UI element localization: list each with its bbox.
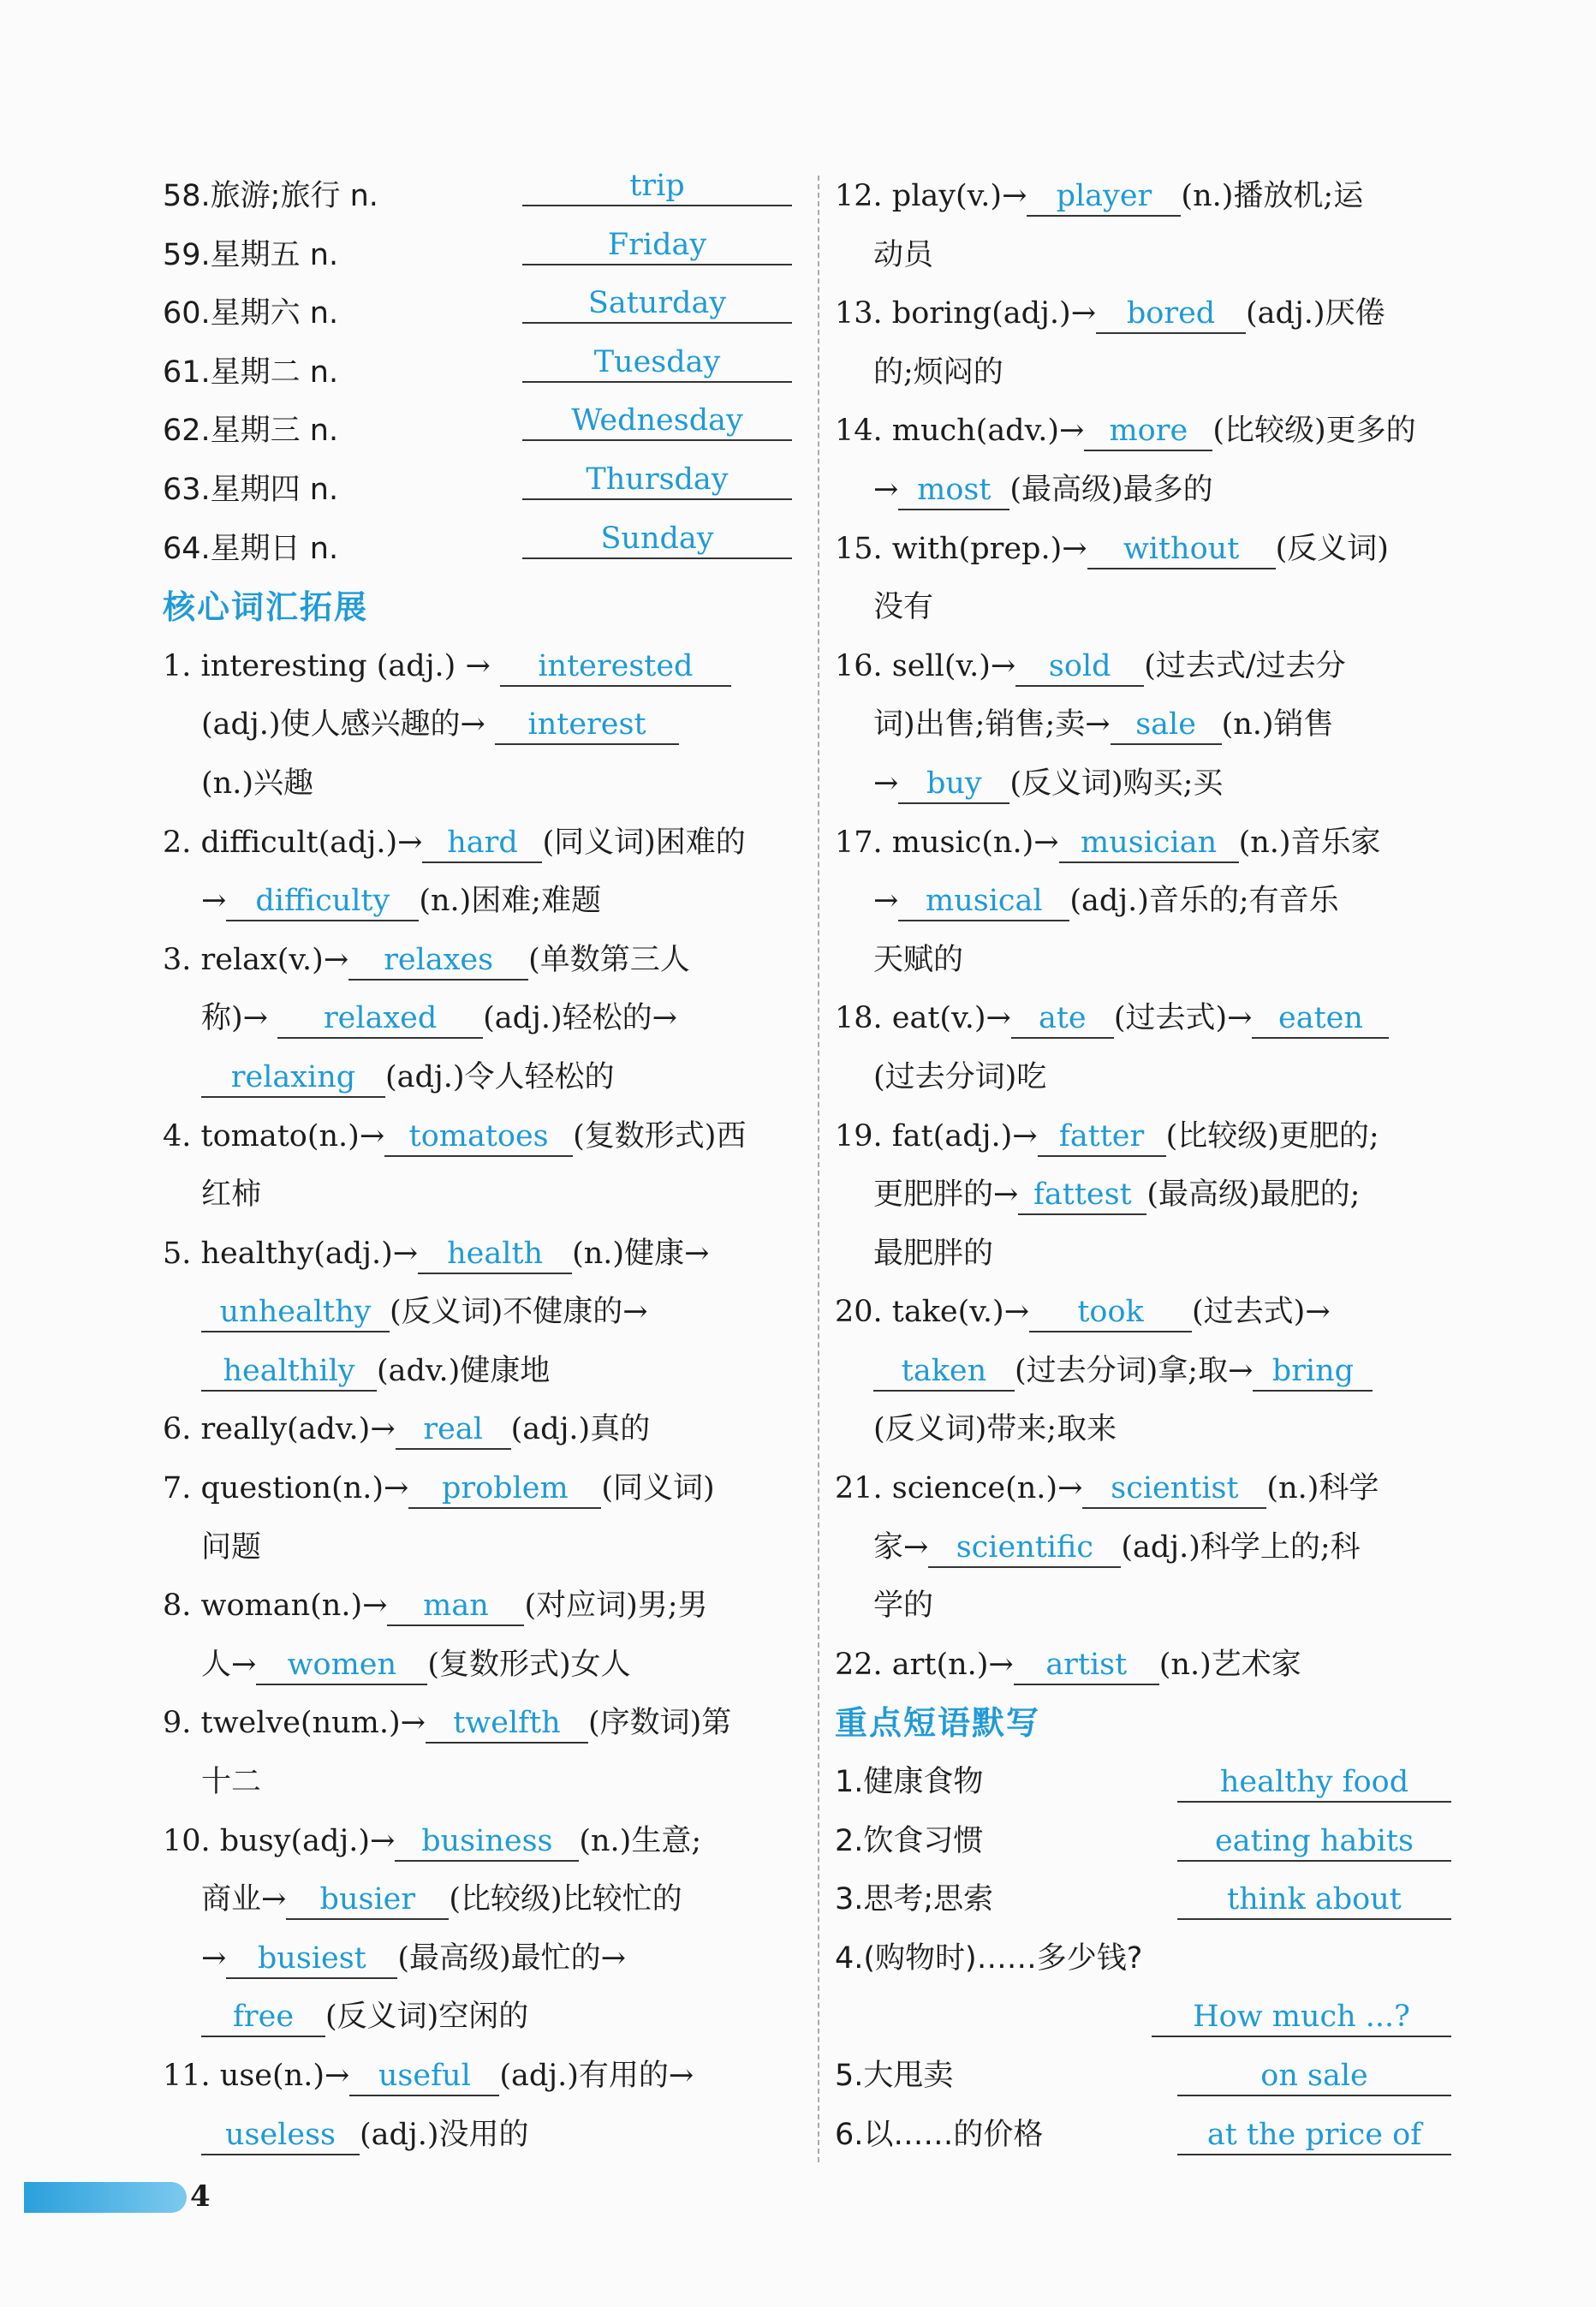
core-item-13: [835, 284, 1473, 343]
item-text: (adj.)轻松的→: [483, 1001, 678, 1036]
item-text: 4. tomato(n.)→: [163, 1118, 385, 1154]
core-item-8: [163, 1577, 792, 1636]
vocab-item-60: [163, 284, 792, 343]
item-text: (n.)兴趣: [201, 766, 313, 801]
core-item-1: [163, 637, 792, 696]
item-text: (序数词)第: [587, 1706, 732, 1741]
section-title-core-vocab: 核心词汇拓展: [163, 588, 369, 627]
item-text: 最肥胖的: [873, 1236, 994, 1271]
item-text: (比较级)更肥的;: [1165, 1118, 1379, 1154]
question-text: 58.旅游;旅行 n.: [163, 179, 378, 213]
item-text: (过去分词)吃: [873, 1059, 1047, 1094]
item-text: (同义词)困难的: [542, 825, 746, 860]
core-item-16-line3: [835, 754, 1473, 814]
item-text: (adv.)健康地: [377, 1353, 551, 1388]
core-item-16-line2: [835, 695, 1473, 754]
item-text: 3. relax(v.)→: [163, 942, 349, 977]
core-item-19-line3: [835, 1225, 1473, 1284]
answer-blank[interactable]: bored: [1096, 295, 1246, 334]
item-text: (adj.)有用的→: [499, 2059, 694, 2093]
question-text: 62.星期三 n.: [163, 414, 339, 449]
item-text: 22. art(n.)→: [835, 1647, 1014, 1682]
item-text: (反义词)不健康的→: [390, 1295, 648, 1330]
core-item-12: [835, 167, 1473, 226]
core-item-20-line3: [835, 1400, 1473, 1459]
phrase-item-3: [835, 1870, 1473, 1929]
answer-blank[interactable]: Thursday: [522, 461, 792, 500]
answer-blank[interactable]: on sale: [1177, 2057, 1451, 2096]
vocab-item-63: [163, 461, 792, 520]
item-text: (adj.)使人感兴趣的→: [201, 707, 485, 742]
item-text: 红柿: [201, 1177, 262, 1213]
answer-blank[interactable]: more: [1084, 412, 1212, 451]
answer-blank[interactable]: Wednesday: [522, 402, 792, 441]
answer-blank[interactable]: free: [201, 1998, 325, 2037]
question-text: 4.(购物时)……多少钱?: [835, 1940, 1143, 1976]
page-number: 4: [190, 2179, 211, 2214]
core-item-16: [835, 637, 1473, 696]
answer-blank[interactable]: How much ...?: [1152, 1998, 1451, 2037]
core-item-2: [163, 814, 792, 873]
vocab-item-64: [163, 520, 792, 579]
item-text: 19. fat(adj.)→: [835, 1118, 1038, 1154]
item-text: 11. use(n.)→: [163, 2059, 350, 2093]
question-text: 59.星期五 n.: [163, 237, 339, 272]
item-text: (n.)健康→: [572, 1236, 710, 1271]
phrase-item-4-answer-line: [835, 1988, 1473, 2047]
vocab-item-59: [163, 226, 792, 285]
core-item-6: [163, 1400, 792, 1459]
item-text: 词)出售;销售;卖→: [873, 707, 1111, 742]
item-text: 没有: [873, 590, 934, 625]
answer-blank[interactable]: trip: [522, 167, 792, 206]
item-text: 十二: [201, 1765, 262, 1800]
answer-blank[interactable]: without: [1087, 530, 1276, 569]
phrase-item-4: [835, 1929, 1473, 1988]
left-column: [163, 167, 792, 2164]
item-text: 20. take(v.)→: [835, 1295, 1030, 1330]
answer-blank[interactable]: fattest: [1018, 1176, 1146, 1215]
item-text: (最高级)最肥的;: [1146, 1177, 1361, 1213]
core-item-13-line2: [835, 343, 1473, 402]
core-item-18: [835, 989, 1473, 1048]
phrase-item-2: [835, 1812, 1473, 1871]
item-text: 称)→: [201, 1001, 268, 1036]
answer-blank[interactable]: women: [256, 1646, 427, 1685]
answer-blank[interactable]: healthy food: [1177, 1763, 1451, 1803]
column-divider: [818, 176, 819, 2162]
item-text: (最高级)最忙的→: [397, 1940, 626, 1976]
item-text: (n.)音乐家: [1238, 825, 1381, 860]
vocab-list: [163, 167, 792, 578]
item-text: (反义词)购买;买: [1009, 766, 1224, 801]
core-item-9-line2: [163, 1753, 792, 1812]
core-item-5: [163, 1225, 792, 1284]
question-text: 61.星期二 n.: [163, 355, 339, 390]
core-item-3-line2: [163, 989, 792, 1048]
core-item-17-line3: [835, 931, 1473, 990]
item-text: (adj.)厌倦: [1246, 296, 1385, 331]
answer-blank[interactable]: Sunday: [522, 520, 792, 559]
core-item-18-line2: [835, 1048, 1473, 1107]
item-text: 1. interesting (adj.) →: [163, 648, 491, 683]
item-text: (对应词)男;男: [524, 1589, 708, 1624]
item-text: (比较级)比较忙的: [449, 1882, 682, 1917]
right-column: [835, 167, 1473, 2164]
question-text: 2.饮食习惯: [835, 1823, 984, 1858]
item-text: (复数形式)西: [573, 1118, 747, 1154]
item-text: (过去式/过去分: [1144, 648, 1346, 683]
item-text: 14. much(adv.)→: [835, 414, 1085, 449]
core-item-7: [163, 1459, 792, 1518]
core-item-20: [835, 1283, 1473, 1342]
item-text: 10. busy(adj.)→: [163, 1823, 396, 1858]
answer-blank[interactable]: player: [1027, 177, 1181, 217]
core-item-3: [163, 931, 792, 990]
question-text: 64.星期日 n.: [163, 531, 339, 566]
arrow-text: →: [873, 472, 899, 507]
core-item-1-line3: [163, 754, 792, 814]
item-text: (n.)生意;: [579, 1823, 702, 1858]
answer-blank[interactable]: Saturday: [522, 284, 792, 324]
answer-blank[interactable]: at the price of: [1177, 2116, 1451, 2155]
section-title-key-phrases: 重点短语默写: [835, 1704, 1041, 1743]
core-item-10: [163, 1812, 792, 1871]
item-text: 17. music(n.)→: [835, 825, 1059, 860]
core-item-2-line2: [163, 872, 792, 931]
answer-blank[interactable]: health: [418, 1235, 572, 1274]
core-item-14: [835, 402, 1473, 461]
question-text: 60.星期六 n.: [163, 296, 339, 331]
answer-blank[interactable]: scientific: [928, 1529, 1121, 1568]
answer-blank[interactable]: man: [387, 1587, 524, 1626]
question-text: 1.健康食物: [835, 1765, 984, 1800]
item-text: 18. eat(v.)→: [835, 1001, 1011, 1036]
item-text: (复数形式)女人: [427, 1647, 631, 1682]
vocab-item-61: [163, 343, 792, 402]
answer-blank[interactable]: musical: [898, 882, 1069, 921]
item-text: 21. science(n.)→: [835, 1471, 1083, 1506]
item-text: (n.)困难;难题: [419, 884, 602, 919]
answer-blank[interactable]: busiest: [226, 1940, 397, 1979]
core-item-21-line2: [835, 1518, 1473, 1577]
arrow-text: →: [873, 766, 899, 801]
core-item-15-line2: [835, 578, 1473, 637]
question-text: 5.大甩卖: [835, 2059, 954, 2093]
core-item-21-line3: [835, 1577, 1473, 1636]
answer-blank[interactable]: buy: [898, 765, 1009, 804]
answer-blank[interactable]: real: [396, 1410, 511, 1450]
answer-blank[interactable]: Friday: [522, 226, 792, 265]
item-text: (adj.)音乐的;有音乐: [1069, 884, 1339, 919]
answer-blank[interactable]: hard: [422, 824, 542, 863]
arrow-text: →: [201, 1940, 227, 1976]
core-item-21: [835, 1459, 1473, 1518]
item-text: (反义词)空闲的: [325, 2000, 529, 2035]
phrase-item-5: [835, 2047, 1473, 2106]
item-text: (过去式)→: [1113, 1001, 1253, 1036]
answer-blank[interactable]: sale: [1111, 706, 1222, 745]
question-text: 63.星期四 n.: [163, 472, 339, 507]
answer-blank[interactable]: twelfth: [426, 1704, 588, 1744]
item-text: 人→: [201, 1647, 257, 1682]
answer-blank[interactable]: eating habits: [1177, 1822, 1451, 1862]
item-text: (最高级)最多的: [1009, 472, 1213, 507]
item-text: 更肥胖的→: [873, 1177, 1019, 1213]
answer-blank[interactable]: sold: [1015, 647, 1144, 687]
answer-blank[interactable]: bring: [1253, 1352, 1373, 1392]
core-item-5-line3: [163, 1342, 792, 1401]
answer-blank[interactable]: taken: [873, 1352, 1015, 1392]
answer-blank[interactable]: business: [395, 1822, 579, 1862]
core-item-22: [835, 1636, 1473, 1695]
answer-blank[interactable]: musician: [1059, 824, 1239, 863]
item-text: 7. question(n.)→: [163, 1471, 409, 1506]
answer-blank[interactable]: busier: [286, 1881, 449, 1920]
item-text: 动员: [873, 237, 934, 272]
answer-blank[interactable]: useful: [349, 2057, 499, 2096]
item-text: (n.)科学: [1266, 1471, 1379, 1506]
item-text: 2. difficult(adj.)→: [163, 825, 423, 860]
core-item-3-line3: [163, 1048, 792, 1107]
question-text: 3.思考;思索: [835, 1882, 994, 1917]
phrase-item-1: [835, 1753, 1473, 1812]
core-item-9: [163, 1694, 792, 1753]
core-item-8-line2: [163, 1636, 792, 1695]
answer-blank[interactable]: problem: [408, 1469, 601, 1509]
item-text: 的;烦闷的: [873, 355, 1003, 390]
item-text: (adj.)真的: [510, 1412, 651, 1447]
item-text: 问题: [201, 1529, 262, 1565]
answer-blank[interactable]: tomatoes: [384, 1118, 573, 1157]
answer-blank[interactable]: interest: [495, 706, 679, 745]
answer-blank[interactable]: think about: [1177, 1881, 1451, 1920]
item-text: 5. healthy(adj.)→: [163, 1236, 419, 1271]
item-text: (n.)艺术家: [1158, 1647, 1301, 1682]
answer-blank[interactable]: useless: [201, 2116, 360, 2155]
item-text: (adj.)令人轻松的: [385, 1059, 615, 1094]
answer-blank[interactable]: scientist: [1082, 1469, 1266, 1509]
item-text: (同义词): [601, 1471, 715, 1506]
core-item-4-line2: [163, 1165, 792, 1225]
item-text: 商业→: [201, 1882, 287, 1917]
answer-blank[interactable]: Tuesday: [522, 343, 792, 383]
footer-color-bar: [24, 2182, 187, 2213]
vocab-item-62: [163, 402, 792, 461]
item-text: 15. with(prep.)→: [835, 531, 1087, 566]
item-text: 8. woman(n.)→: [163, 1589, 388, 1624]
item-text: (adj.)没用的: [360, 2117, 529, 2152]
core-item-19-line2: [835, 1165, 1473, 1225]
answer-blank[interactable]: ate: [1011, 999, 1114, 1039]
item-text: (adj.)科学上的;科: [1121, 1529, 1361, 1565]
vocab-item-58: [163, 167, 792, 226]
core-item-10-line3: [163, 1929, 792, 1988]
core-item-17-line2: [835, 872, 1473, 931]
phrase-item-6: [835, 2106, 1473, 2165]
core-item-1-line2: [163, 695, 792, 754]
answer-blank[interactable]: relaxes: [348, 941, 528, 981]
core-item-11-line2: [163, 2106, 792, 2165]
answer-blank[interactable]: artist: [1014, 1646, 1159, 1685]
item-text: 6. really(adv.)→: [163, 1412, 396, 1447]
core-item-10-line2: [163, 1870, 792, 1929]
item-text: 9. twelve(num.)→: [163, 1706, 426, 1741]
item-text: (单数第三人: [528, 942, 690, 977]
item-text: 16. sell(v.)→: [835, 648, 1016, 683]
core-item-11: [163, 2047, 792, 2106]
item-text: 学的: [873, 1589, 934, 1624]
answer-blank[interactable]: relaxed: [277, 999, 483, 1039]
item-text: (n.)播放机;运: [1181, 179, 1364, 213]
core-item-10-line4: [163, 1988, 792, 2047]
item-text: (反义词): [1275, 531, 1389, 566]
item-text: (反义词)带来;取来: [873, 1412, 1117, 1447]
item-text: 天赋的: [873, 942, 964, 977]
item-text: (n.)销售: [1221, 707, 1334, 742]
answer-blank[interactable]: most: [898, 471, 1009, 510]
answer-blank[interactable]: interested: [500, 647, 731, 687]
core-item-15: [835, 520, 1473, 579]
core-item-17: [835, 814, 1473, 873]
item-text: (比较级)更多的: [1212, 414, 1416, 449]
arrow-text: →: [201, 884, 227, 919]
arrow-text: →: [873, 884, 899, 919]
item-text: (过去分词)拿;取→: [1015, 1353, 1254, 1388]
answer-blank[interactable]: eaten: [1252, 999, 1389, 1039]
answer-blank[interactable]: unhealthy: [201, 1293, 390, 1332]
core-item-7-line2: [163, 1518, 792, 1577]
item-text: 13. boring(adj.)→: [835, 296, 1097, 331]
core-item-12-line2: [835, 226, 1473, 285]
item-text: (过去式)→: [1192, 1295, 1331, 1330]
core-item-5-line2: [163, 1283, 792, 1342]
core-item-19: [835, 1107, 1473, 1166]
item-text: 家→: [873, 1529, 929, 1565]
answer-blank[interactable]: took: [1029, 1293, 1192, 1332]
core-item-14-line2: [835, 461, 1473, 520]
answer-blank[interactable]: relaxing: [201, 1058, 385, 1098]
question-text: 6.以……的价格: [835, 2117, 1044, 2152]
item-text: 12. play(v.)→: [835, 179, 1027, 213]
answer-blank[interactable]: difficulty: [226, 882, 419, 921]
core-item-20-line2: [835, 1342, 1473, 1401]
core-item-4: [163, 1107, 792, 1166]
answer-blank[interactable]: fatter: [1038, 1118, 1166, 1157]
answer-blank[interactable]: healthily: [201, 1352, 377, 1392]
